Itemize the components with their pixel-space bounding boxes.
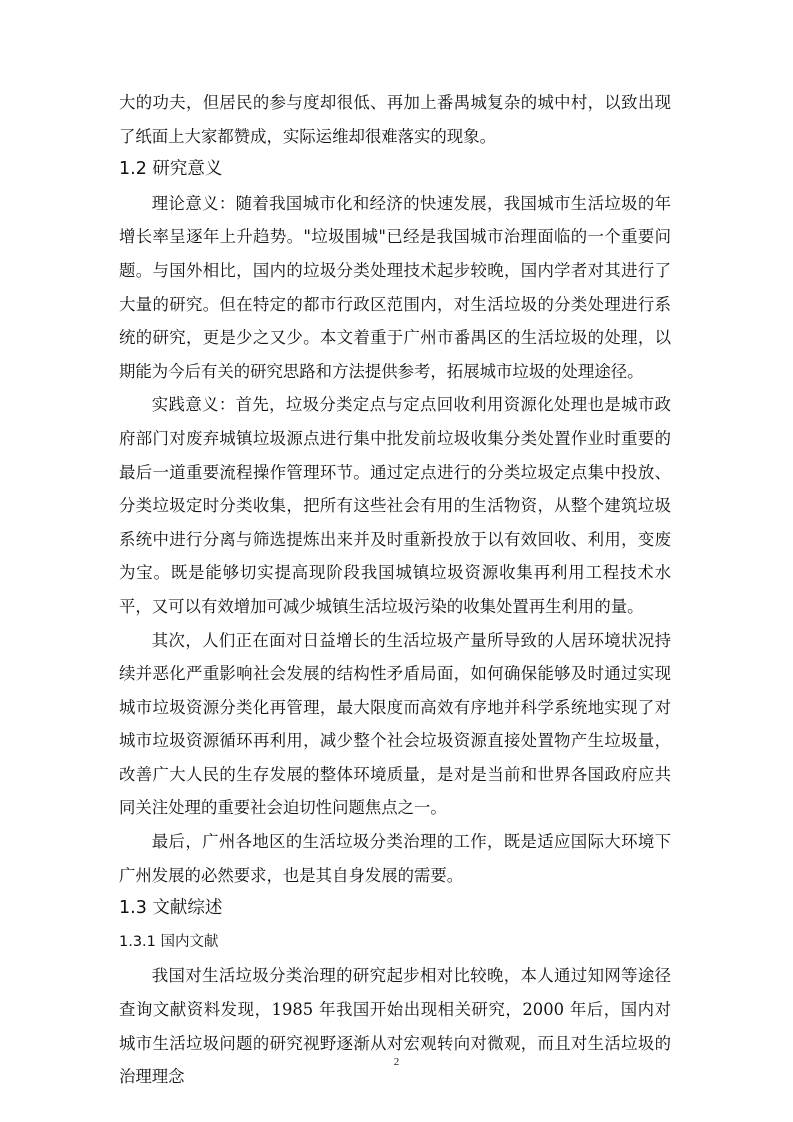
paragraph-secondly: 其次，人们正在面对日益增长的生活垃圾产量所导致的人居环境状况持续并恶化严重影响社会发展的结构性矛盾局面，如何确保能够及时通过实现城市垃圾资源分类化再管理，最大限度而高效有序地并科学系统地实现了对城市垃圾资源循环再利用，减少整个社会垃圾资源直接处置物产生垃圾量，改善广大人民的生存发展的整体环境质量，是对是当前和世界各国政府应共同关注处理的重要社会迫切性问题焦点之一。: [119, 630, 671, 818]
paragraph-theoretical-significance: 理论意义：随着我国城市化和经济的快速发展，我国城市生活垃圾的年增长率呈逐年上升趋势。"垃圾围城"已经是我国城市治理面临的一个重要问题。与国外相比，国内的垃圾分类处理技术起步较晚，国内学者对其进行了大量的研究。但在特定的都市行政区范围内，对生活垃圾的分类处理进行系统的研究，更是少之又少。本文着重于广州市番禺区的生活垃圾的处理，以期能为今后有关的研究思路和方法提供参考，拓展城市垃圾的处理途径。: [119, 193, 671, 381]
subsection-heading-domestic-literature: 1.3.1 国内文献: [119, 933, 219, 950]
section-heading-research-significance: 1.2 研究意义: [119, 159, 223, 180]
document-body: [119, 86, 671, 1094]
paragraph-finally: 最后，广州各地区的生活垃圾分类治理的工作，既是适应国际大环境下广州发展的必然要求，也是其自身发展的需要。: [119, 832, 671, 885]
paragraph-practical-significance: 实践意义：首先，垃圾分类定点与定点回收利用资源化处理也是城市政府部门对废弃城镇垃圾源点进行集中批发前垃圾收集分类处置作业时重要的最后一道重要流程操作管理环节。通过定点进行的分类垃圾定点集中投放、分类垃圾定时分类收集，把所有这些社会有用的生活物资，从整个建筑垃圾系统中进行分离与筛选提炼出来并及时重新投放于以有效回收、利用，变废为宝。既是能够切实提高现阶段我国城镇垃圾资源收集再利用工程技术水平，又可以有效增加可减少城镇生活垃圾污染的收集处置再生利用的量。: [119, 395, 671, 616]
paragraph-continuation: 大的功夫，但居民的参与度却很低、再加上番禺城复杂的城中村，以致出现了纸面上大家都赞成，实际运维却很难落实的现象。: [119, 93, 671, 146]
section-heading-literature-review: 1.3 文献综述: [119, 898, 223, 919]
paragraph-domestic-literature: 我国对生活垃圾分类治理的研究起步相对比较晚，本人通过知网等途径查询文献资料发现，1985 年我国开始出现相关研究，2000 年后，国内对城市生活垃圾问题的研究视野逐渐从对宏观转向对微观，而且对生活垃圾的治理理念: [119, 966, 671, 1087]
page-number: 2: [393, 1056, 400, 1068]
